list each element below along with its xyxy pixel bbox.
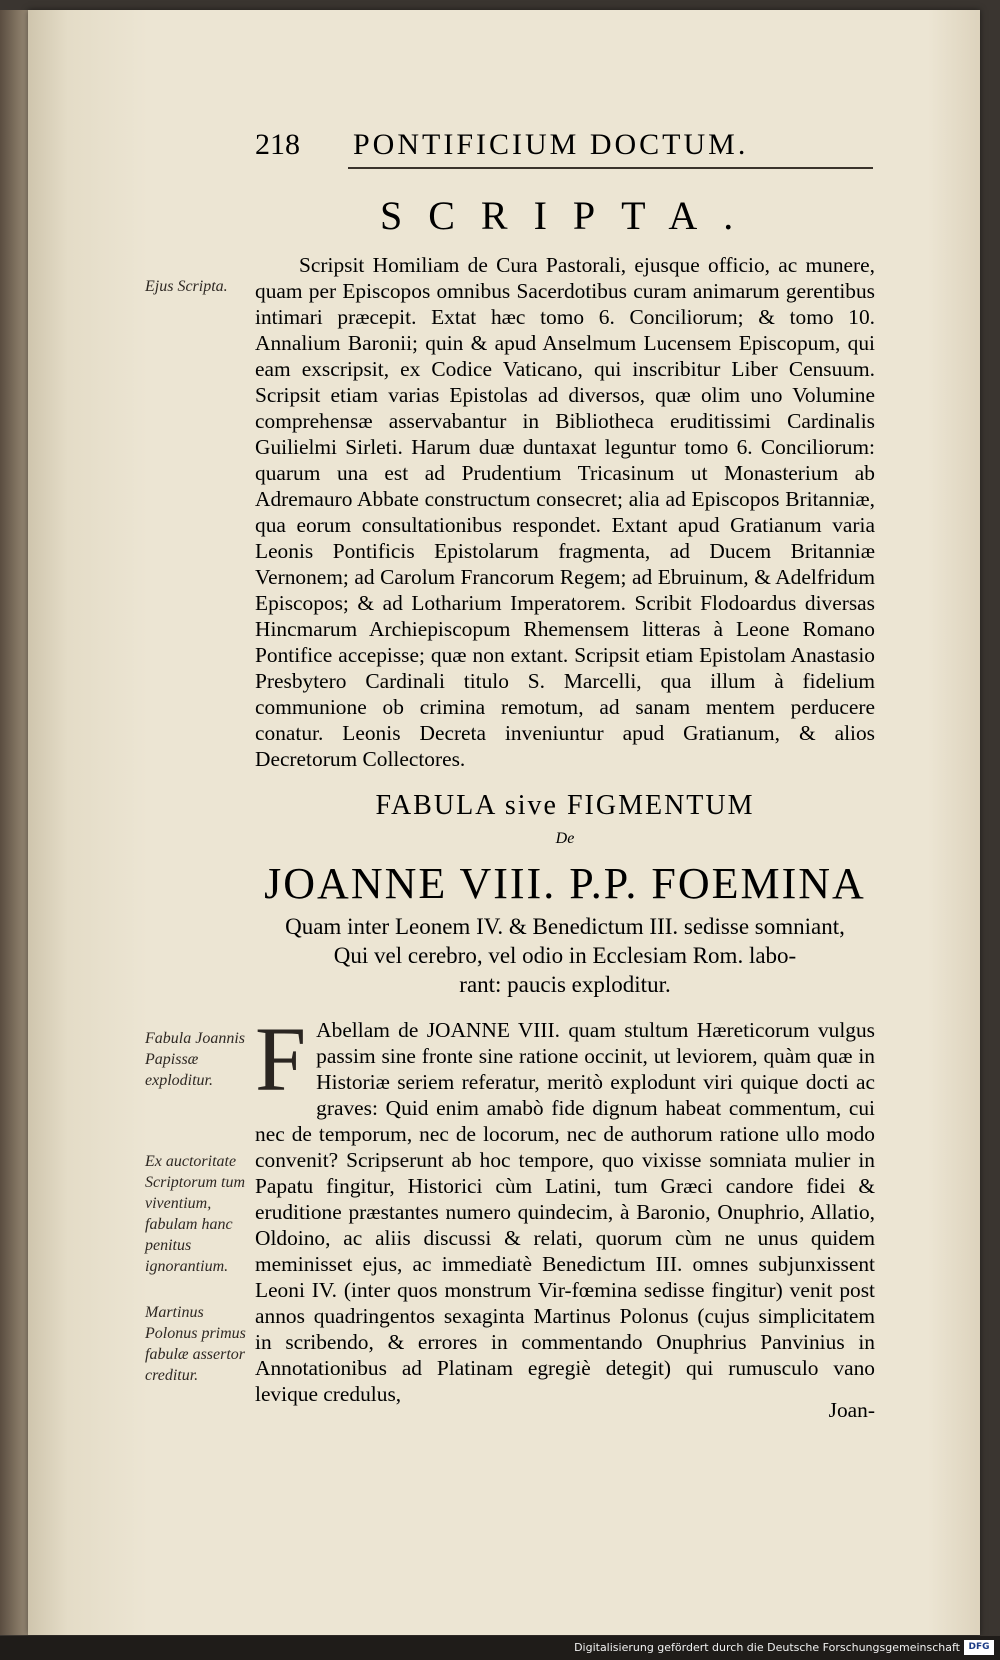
fabula-text (255, 1008, 875, 1407)
dfg-logo: DFG (964, 1640, 994, 1655)
subtitle-line-3: rant: paucis exploditur. (459, 972, 671, 997)
sidenote-martinus: Martinus Polonus primus fabulæ assertor creditur. (145, 1304, 246, 1384)
catchword: Joan- (828, 1398, 875, 1422)
header-rule (348, 167, 873, 169)
scripta-paragraph: Scripsit Homiliam de Cura Pastorali, ejusque officio, ac munere, quam per Episcopos omnibus Sacerdotibus curam animarum gerentibus intimari præcepit. Extat hæc tomo 6. Conciliorum; & tomo 10. Annalium Baronii; quin & apud Anselmum Lucensem Episcopum, qui eam exscripsit, ex Codice Vaticano, qui inscribitur Liber Censuum. Scripsit etiam varias Epistolas ad diversos, quæ olim uno Volumine comprehensæ asservabantur in Bibliotheca eruditissimi Cardinalis Guilielmi Sirleti. Harum duæ duntaxat leguntur tomo 6. Conciliorum: quarum una est ad Prudentium Tricasinum ut Monasterium ab Adremauro Abbate constructum consecret; alia ad Episcopos Britanniæ, qua eorum consultationibus respondet. Extant apud Gratianum varia Leonis Pontificis Epistolarum fragmenta, ad Ducem Britanniæ Vernonem; ad Carolum Francorum Regem; ad Ebruinum, & Adelfridum Episcopos; & ad Lotharium Imperatorem. Scribit Flodoardus diversas Hincmarum Archiepiscopum Rhemensem litteras à Leone Romano Pontifice accepisse; quæ non extant. Scripsit etiam Epistolam Anastasio Presbytero Cardinali titulo S. Marcelli, qua illum à fidelium communione ob crimina remotum, ad sanam mentem perducere conatur. Leonis Decreta inveniuntur apud Gratianum, & alios Decretorum Collectores. (255, 253, 875, 771)
fabula-paragraph: Abellam de JOANNE VIII. quam stultum Hæreticorum vulgus passim sine fronte sine ratione occinit, ut leviorem, quàm quæ in Historiæ seriem referatur, meritò explodunt viri quique docti ac graves: Quid enim amabò fide dignum habeat commentum, cui nec de temporum, nec de locorum, nec de authorum ratione ullo modo convenit? Scripserunt ab hoc tempore, quo vixisse somniata mulier in Papatu fingitur, Historici cùm Latini, tum Græci candore fidei & eruditione præstantes numero quindecim, à Baronio, Onuphrio, Allatio, Oldoino, ac aliis discussi & relati, quorum cùm ne unus quidem meminisset ejus, ac immediatè Benedictum III. omnes subjunxissent Leoni IV. (inter quos monstrum Vir-fœmina sedisse fingitur) venit post annos quadringentos sexaginta Martinus Polonus (cujus simplicitatem in scribendo, & errores in commentando Onuphrius Panvinius in Annotationibus ad Platinam egregiè detegit) qui rumusculo vano levique credulus, (255, 1018, 875, 1406)
running-header (255, 128, 875, 168)
subtitle (255, 912, 875, 999)
sidenote-fabula: Fabula Joannis Papissæ exploditur. (145, 1030, 245, 1089)
fabula-heading: FABULA sive FIGMENTUM (375, 790, 755, 821)
page-edge (0, 10, 28, 1635)
sidenote-ejus-scripta: Ejus Scripta. (145, 278, 228, 295)
main-heading: JOANNE VIII. P.P. FOEMINA (264, 859, 866, 908)
subtitle-line-2: Qui vel cerebro, vel odio in Ecclesiam Rom. labo- (333, 943, 797, 968)
page-number: 218 (255, 128, 300, 161)
sidenote-auctoritas: Ex auctoritate Scriptorum tum viventium, fabulam hanc penitus ignorantium. (145, 1153, 245, 1275)
footer-bar (0, 1636, 1000, 1660)
subtitle-line-1: Quam inter Leonem IV. & Benedictum III. sedisse somniant, (285, 914, 845, 939)
drop-cap: F (255, 1008, 307, 1110)
footer-text: Digitalisierung gefördert durch die Deutsche Forschungsgemeinschaft (574, 1641, 960, 1654)
section-title: SCRIPTA. (380, 193, 760, 238)
scripta-text (255, 252, 875, 772)
running-title: PONTIFICIUM DOCTUM. (353, 128, 749, 161)
de-line: De (555, 830, 575, 847)
